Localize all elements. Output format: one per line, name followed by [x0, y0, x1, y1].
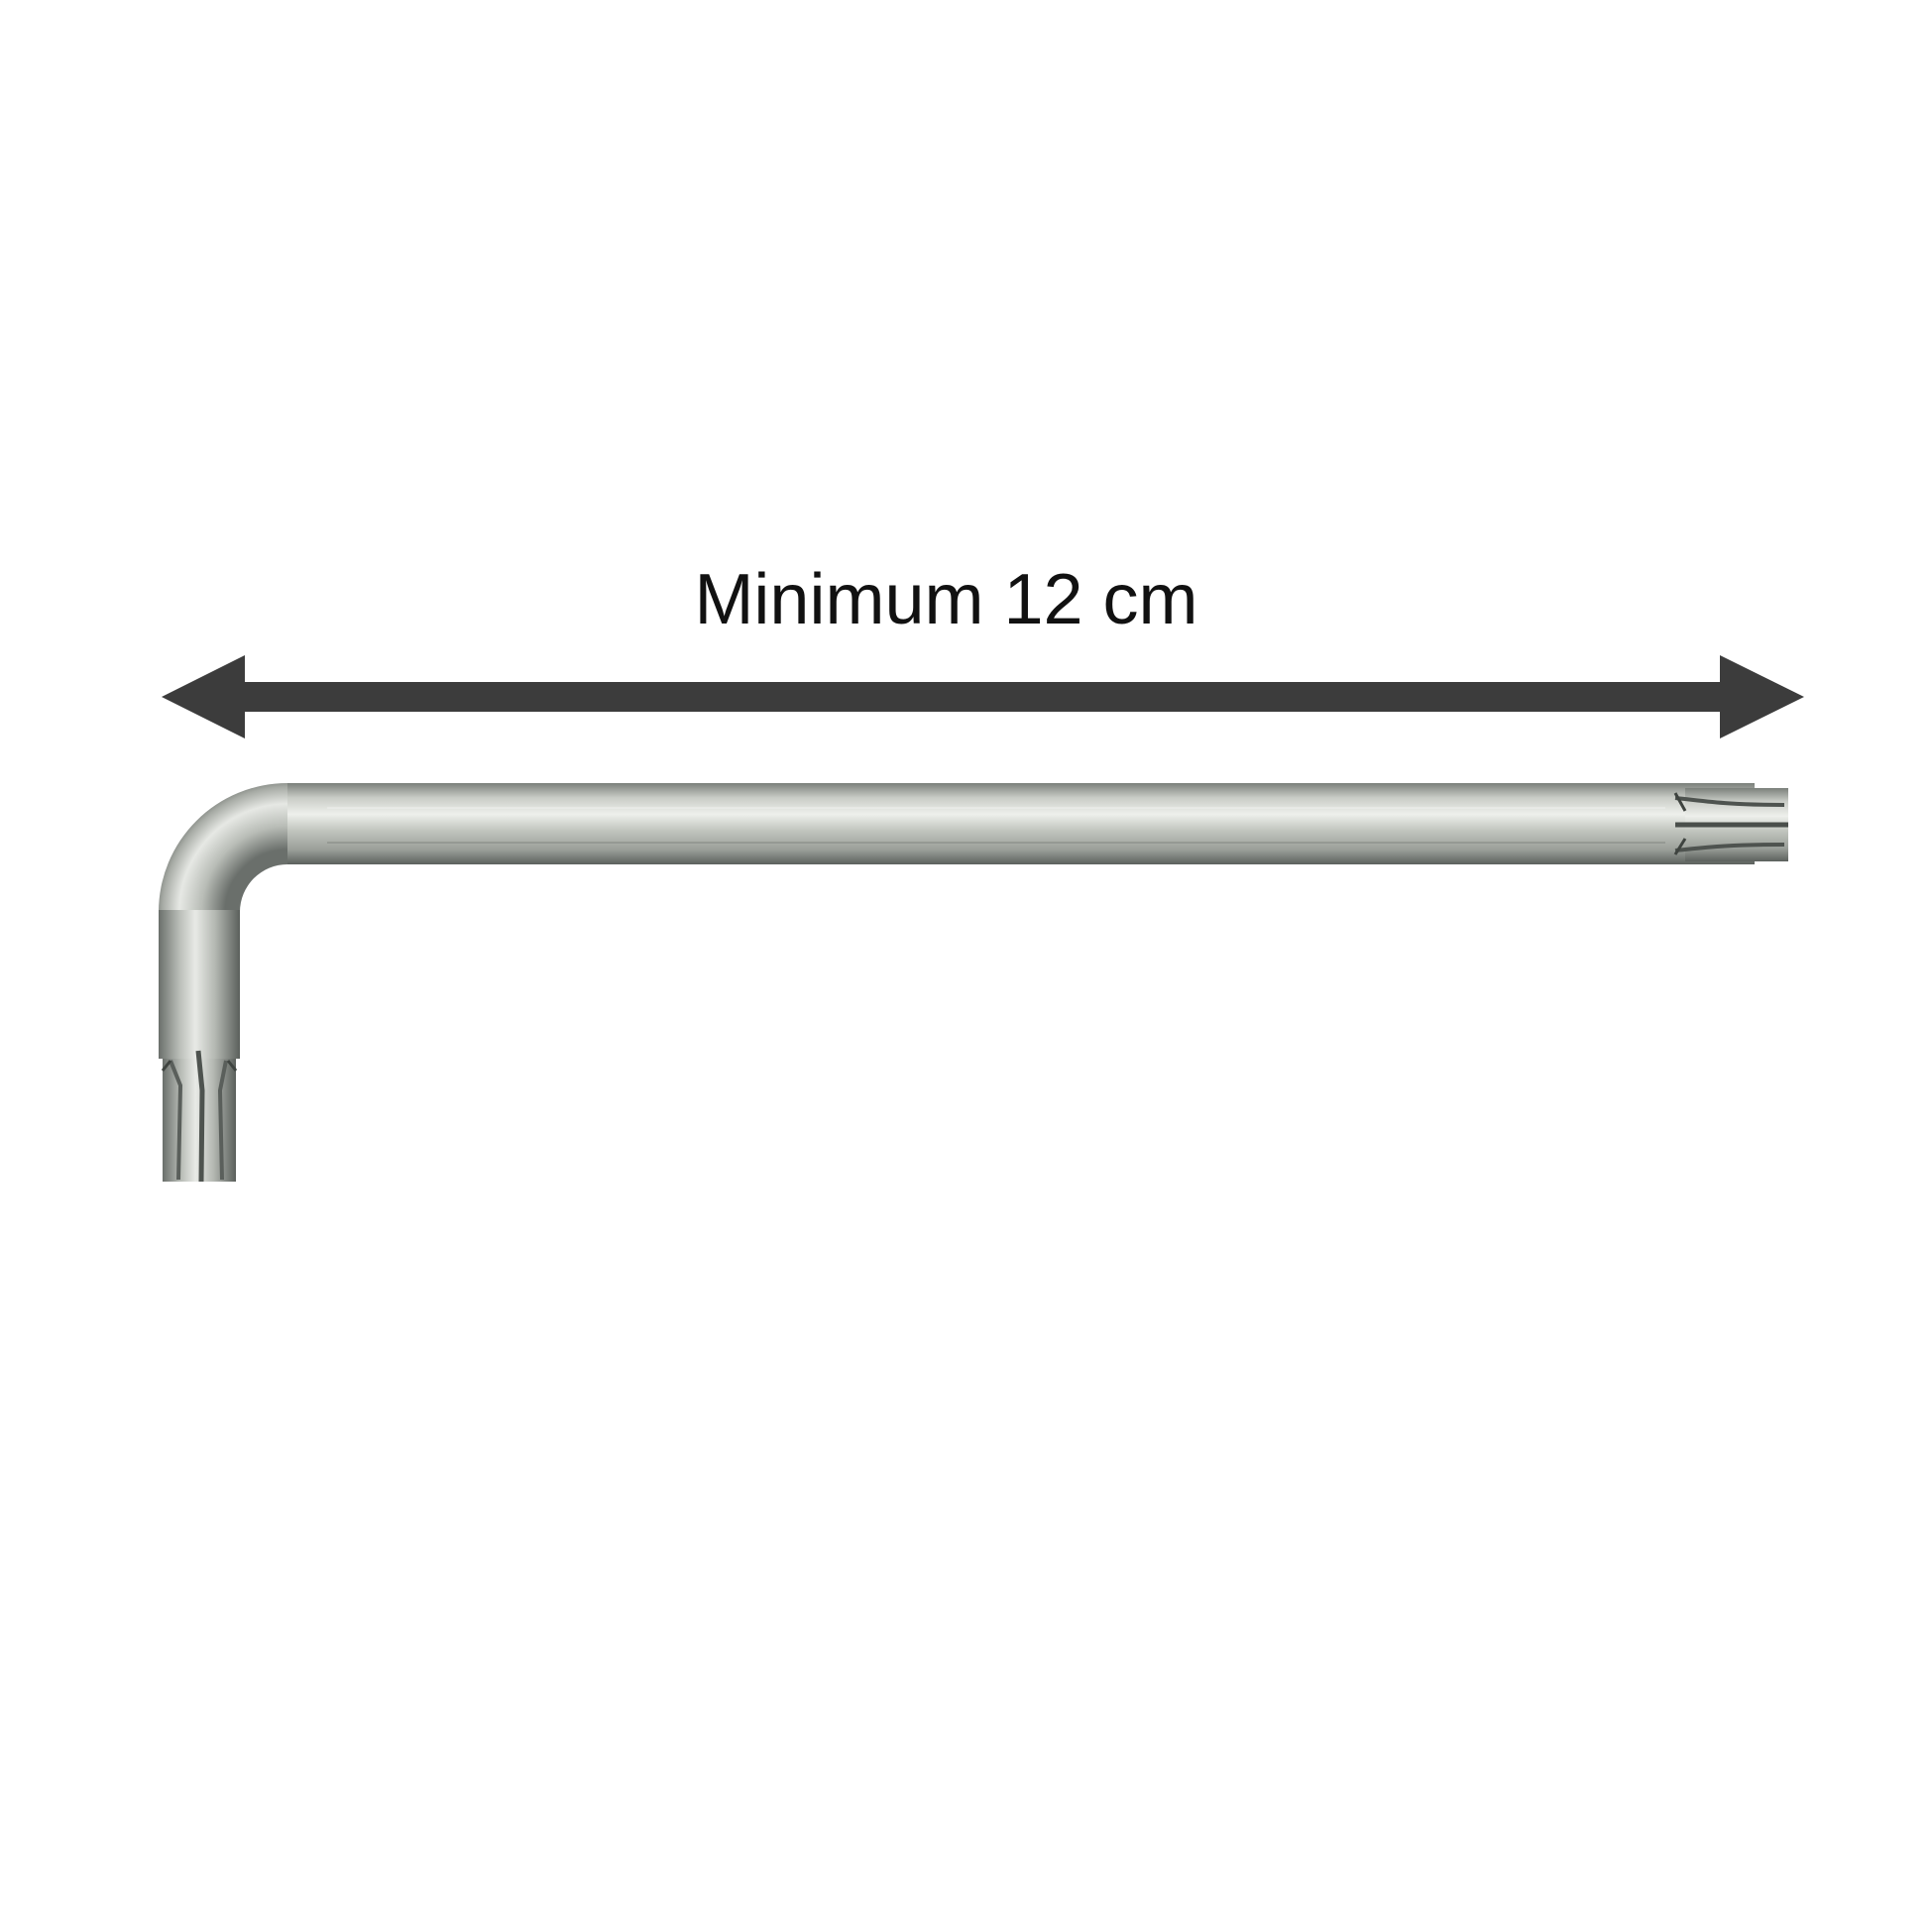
double-headed-arrow-icon	[162, 655, 1804, 739]
wrench-long-shaft	[287, 783, 1755, 864]
arrow-head-left	[162, 655, 245, 739]
wrench-bend	[159, 783, 287, 912]
dimension-label	[0, 555, 1932, 644]
arrow-head-right	[1720, 655, 1804, 739]
torx-wrench-image	[159, 783, 1788, 1182]
dimension-label-text: Minimum 12 cm	[694, 560, 1198, 639]
wrench-short-leg	[159, 910, 240, 1059]
wrench-long-tip	[1675, 788, 1788, 861]
arrow-shaft	[238, 682, 1725, 712]
wrench-short-tip	[163, 1051, 236, 1182]
